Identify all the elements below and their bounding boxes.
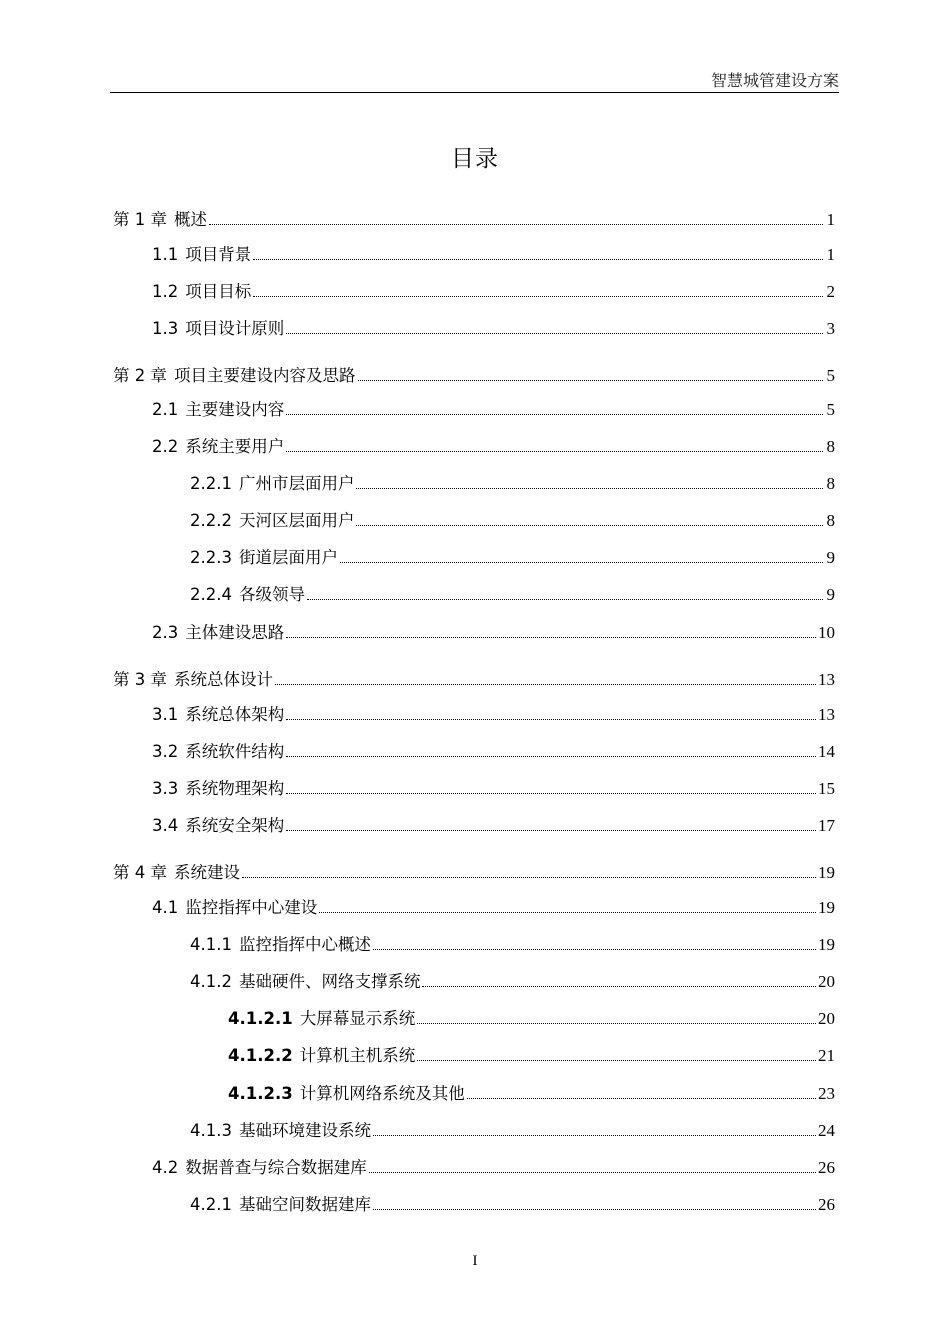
toc-entry-title: 项目设计原则 (185, 319, 285, 338)
toc-entry[interactable] (0, 206, 950, 230)
toc-entry-number: 2.2.2 (190, 511, 232, 530)
toc-dot-leader (356, 525, 823, 526)
toc-dot-leader (307, 599, 823, 600)
toc-dot-leader (319, 912, 816, 913)
toc-entry-page: 26 (818, 1158, 835, 1177)
toc-entry-title: 数据普查与综合数据建库 (185, 1158, 367, 1177)
toc-entry[interactable] (0, 968, 950, 992)
toc-entry-page: 14 (818, 742, 835, 761)
toc-entry-title: 系统总体架构 (185, 705, 285, 724)
toc-entry-number: 第 3 章 (113, 670, 167, 689)
toc-entry-title: 项目背景 (185, 245, 252, 264)
toc-entry-page: 19 (818, 898, 835, 917)
toc-entry[interactable] (0, 931, 950, 955)
toc-entry-label (152, 315, 284, 339)
toc-entry-page: 13 (818, 670, 835, 689)
toc-dot-leader (340, 562, 823, 563)
toc-entry-page: 8 (826, 474, 835, 493)
toc-entry-number: 2.2 (152, 437, 179, 456)
toc-entry[interactable] (0, 775, 950, 799)
toc-entry[interactable] (0, 396, 950, 420)
toc-entry-page: 24 (818, 1121, 835, 1140)
toc-entry-label (113, 859, 240, 883)
toc-entry-title: 系统软件结构 (185, 742, 285, 761)
toc-entry[interactable] (0, 581, 950, 605)
toc-entry-title: 监控指挥中心建设 (185, 898, 318, 917)
toc-dot-leader (253, 296, 823, 297)
toc-entry-title: 系统总体设计 (174, 670, 273, 689)
toc-entry-title: 计算机网络系统及其他 (299, 1084, 465, 1103)
toc-entry[interactable] (0, 470, 950, 494)
toc-entry-page: 8 (826, 437, 835, 456)
toc-entry-title: 基础硬件、网络支撑系统 (238, 972, 421, 991)
toc-dot-leader (286, 719, 816, 720)
toc-entry-label (152, 775, 284, 799)
toc-entry-number: 3.3 (152, 779, 179, 798)
toc-entry-title: 广州市层面用户 (238, 474, 355, 493)
toc-dot-leader (422, 986, 816, 987)
toc-entry-page: 5 (826, 400, 835, 419)
toc-title: 目录 (451, 146, 499, 172)
toc-entry-number: 1.3 (152, 319, 179, 338)
toc-entry-page: 19 (818, 863, 835, 882)
toc-entry-page: 17 (818, 816, 835, 835)
toc-entry-label (152, 433, 284, 457)
toc-entry-number: 4.1.1 (190, 935, 232, 954)
toc-entry-number: 4.1.3 (190, 1121, 232, 1140)
toc-entry[interactable] (0, 433, 950, 457)
toc-dot-leader (373, 1209, 816, 1210)
toc-entry[interactable] (0, 241, 950, 265)
toc-entry-label (152, 278, 251, 302)
toc-entry-label (152, 396, 284, 420)
toc-entry-page: 20 (818, 1009, 835, 1028)
toc-entry-number: 4.1 (152, 898, 179, 917)
toc-entry-number: 3.2 (152, 742, 179, 761)
toc-entry-number: 3.1 (152, 705, 179, 724)
toc-dot-leader (286, 793, 816, 794)
toc-entry-label (152, 738, 284, 762)
toc-entry-number: 第 4 章 (113, 863, 167, 882)
toc-entry-label (152, 701, 284, 725)
toc-entry-label (228, 1080, 465, 1104)
toc-entry-label (113, 666, 273, 690)
toc-entry-page: 9 (826, 548, 835, 567)
toc-entry-title: 监控指挥中心概述 (238, 935, 371, 954)
toc-entry-label (190, 1191, 371, 1215)
toc-entry-label (152, 894, 317, 918)
toc-entry-page: 13 (818, 705, 835, 724)
toc-entry-page: 21 (818, 1046, 835, 1065)
toc-entry-page: 5 (826, 366, 835, 385)
toc-entry-page: 26 (818, 1195, 835, 1214)
toc-entry[interactable] (0, 278, 950, 302)
toc-entry-page: 19 (818, 935, 835, 954)
toc-entry-number: 4.2.1 (190, 1195, 232, 1214)
toc-entry-title: 系统建设 (174, 863, 240, 882)
toc-entry-number: 第 1 章 (113, 210, 167, 229)
toc-entry-title: 天河区层面用户 (238, 511, 355, 530)
toc-dot-leader (286, 333, 823, 334)
toc-entry-number: 4.1.2 (190, 972, 232, 991)
toc-dot-leader (286, 830, 816, 831)
toc-entry[interactable] (0, 1005, 950, 1029)
toc-entry-title: 概述 (174, 210, 207, 229)
toc-entry-page: 1 (826, 210, 835, 229)
toc-entry-page: 15 (818, 779, 835, 798)
toc-dot-leader (373, 1135, 816, 1136)
toc-entry-label (190, 931, 371, 955)
toc-entry-title: 计算机主机系统 (299, 1046, 416, 1065)
toc-entry-title: 系统物理架构 (185, 779, 285, 798)
toc-entry-page: 20 (818, 972, 835, 991)
toc-entry-page: 8 (826, 511, 835, 530)
toc-entry-title: 系统主要用户 (185, 437, 285, 456)
toc-dot-leader (467, 1098, 816, 1099)
toc-entry-number: 2.2.3 (190, 548, 232, 567)
toc-dot-leader (369, 1172, 816, 1173)
toc-entry[interactable] (0, 362, 950, 386)
toc-entry-number: 2.3 (152, 623, 179, 642)
toc-entry-page: 3 (826, 319, 835, 338)
toc-dot-leader (286, 637, 816, 638)
toc-entry-label (190, 1117, 371, 1141)
toc-dot-leader (286, 451, 823, 452)
toc-entry-number: 4.1.2.1 (228, 1009, 293, 1028)
toc-entry[interactable] (0, 1042, 950, 1066)
toc-dot-leader (286, 756, 816, 757)
toc-entry-label (152, 1154, 367, 1178)
toc-entry[interactable] (0, 738, 950, 762)
toc-entry-title: 系统安全架构 (185, 816, 285, 835)
toc-entry[interactable] (0, 666, 950, 690)
toc-entry-number: 3.4 (152, 816, 179, 835)
toc-entry-number: 4.1.2.2 (228, 1046, 293, 1065)
toc-entry-page: 23 (818, 1084, 835, 1103)
toc-entry[interactable] (0, 859, 950, 883)
toc-entry-title: 基础空间数据建库 (238, 1195, 371, 1214)
toc-entry-title: 项目目标 (185, 282, 252, 301)
toc-dot-leader (286, 414, 823, 415)
toc-entry-title: 项目主要建设内容及思路 (174, 366, 356, 385)
toc-entry-label (190, 507, 354, 531)
toc-entry-number: 1.1 (152, 245, 179, 264)
toc-entry[interactable] (0, 812, 950, 836)
toc-dot-leader (417, 1023, 816, 1024)
toc-entry-label (190, 470, 354, 494)
toc-entry-label (152, 812, 284, 836)
toc-entry[interactable] (0, 315, 950, 339)
page-number: I (472, 1253, 478, 1269)
toc-entry-label (152, 241, 251, 265)
toc-entry-label (228, 1042, 415, 1066)
toc-entry-number: 4.2 (152, 1158, 179, 1177)
toc-dot-leader (209, 224, 823, 225)
toc-dot-leader (242, 877, 816, 878)
toc-entry[interactable] (0, 1080, 950, 1104)
toc-entry[interactable] (0, 701, 950, 725)
toc-dot-leader (253, 259, 823, 260)
toc-entry-label (190, 581, 305, 605)
toc-entry-number: 1.2 (152, 282, 179, 301)
toc-dot-leader (275, 684, 816, 685)
toc-entry-title: 各级领导 (238, 585, 305, 604)
toc-entry-page: 9 (826, 585, 835, 604)
header-doc-title: 智慧城管建设方案 (710, 71, 839, 90)
toc-entry[interactable] (0, 507, 950, 531)
toc-entry-page: 2 (826, 282, 835, 301)
toc-entry-label (113, 362, 356, 386)
toc-entry-label (190, 968, 420, 992)
toc-entry-title: 基础环境建设系统 (238, 1121, 371, 1140)
toc-dot-leader (417, 1060, 816, 1061)
toc-dot-leader (358, 380, 824, 381)
toc-entry-number: 第 2 章 (113, 366, 167, 385)
toc-entry[interactable] (0, 544, 950, 568)
toc-entry-label (152, 619, 284, 643)
toc-entry-title: 主要建设内容 (185, 400, 285, 419)
toc-entry-number: 2.1 (152, 400, 179, 419)
toc-entry-page: 10 (818, 623, 835, 642)
toc-entry-number: 4.1.2.3 (228, 1084, 293, 1103)
page-header (110, 64, 839, 93)
toc-entry-title: 街道层面用户 (238, 548, 338, 567)
toc-entry-title: 大屏幕显示系统 (299, 1009, 416, 1028)
toc-entry[interactable] (0, 1154, 950, 1178)
toc-entry[interactable] (0, 894, 950, 918)
toc-entry-page: 1 (826, 245, 835, 264)
toc-entry-label (228, 1005, 415, 1029)
toc-entry-number: 2.2.4 (190, 585, 232, 604)
toc-entry[interactable] (0, 1117, 950, 1141)
toc-dot-leader (356, 488, 823, 489)
toc-entry-number: 2.2.1 (190, 474, 232, 493)
toc-entry-label (190, 544, 338, 568)
toc-entry-title: 主体建设思路 (185, 623, 285, 642)
toc-entry[interactable] (0, 619, 950, 643)
toc-entry[interactable] (0, 1191, 950, 1215)
toc-entry-label (113, 206, 207, 230)
toc-dot-leader (373, 949, 816, 950)
